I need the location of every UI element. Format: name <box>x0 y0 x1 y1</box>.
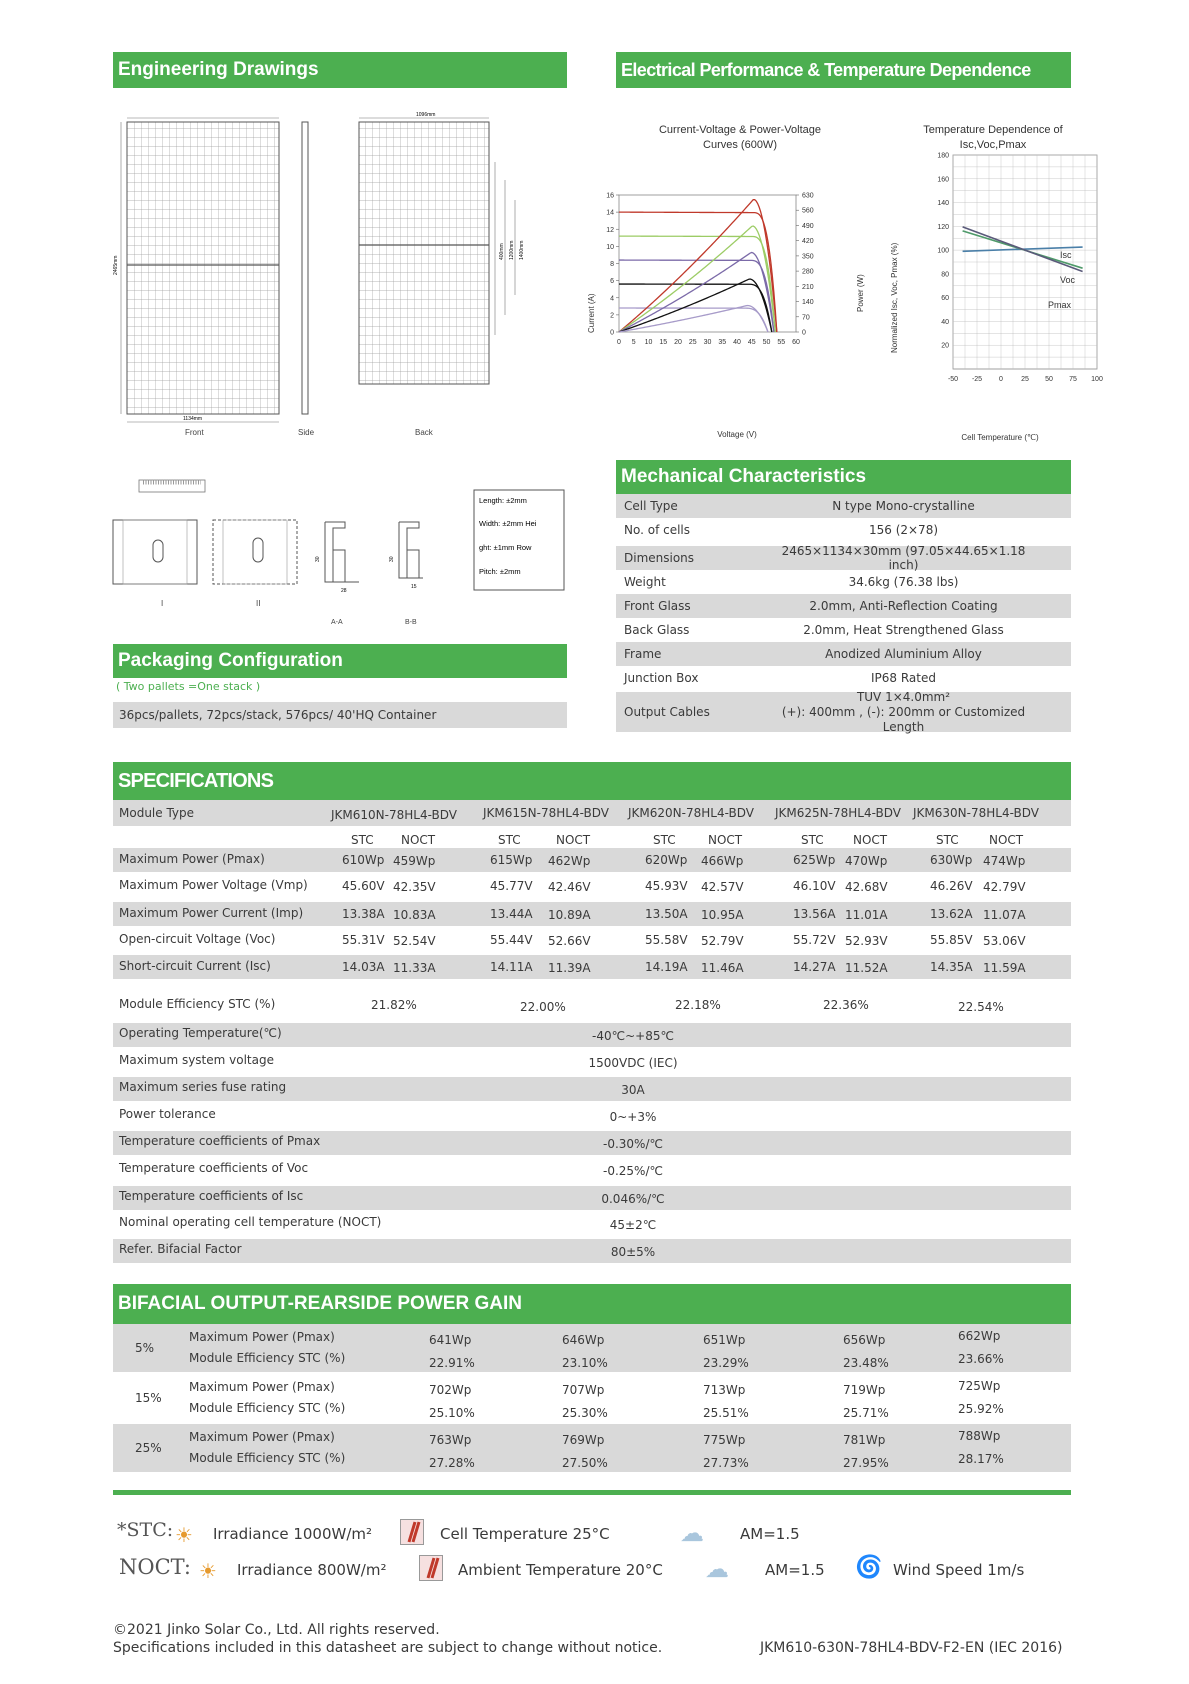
spec-value: 42.79V <box>983 880 1026 894</box>
bifacial-efficiency: 23.48% <box>843 1356 889 1370</box>
side-label: Side <box>298 428 315 437</box>
spec-value: 46.10V <box>793 879 836 893</box>
bifacial-pmax: 646Wp <box>562 1333 605 1347</box>
spec-value: 11.46A <box>701 961 744 975</box>
common-spec-value: -40℃~+85℃ <box>592 1029 674 1043</box>
spec-value: 13.50A <box>645 907 688 921</box>
spec-row-label: Maximum Power (Pmax) <box>119 852 265 866</box>
temp-y-tick-label: 120 <box>937 223 949 231</box>
temp-x-tick-label: 0 <box>999 376 1003 383</box>
bifacial-efficiency: 23.29% <box>703 1356 749 1370</box>
iv-x-tick-label: 30 <box>703 339 712 346</box>
spec-value: 55.31V <box>342 933 385 947</box>
spec-value: 14.19A <box>645 960 688 974</box>
bifacial-pmax: 725Wp <box>958 1379 1001 1393</box>
bifacial-pmax: 713Wp <box>703 1383 746 1397</box>
spec-value: 45.60V <box>342 879 385 893</box>
bifacial-pmax-label: Maximum Power (Pmax) <box>189 1430 335 1444</box>
iv-y2-tick-label: 0 <box>802 329 806 337</box>
dim-1200-label: 1200mm <box>509 240 515 260</box>
bifacial-gain: 25% <box>135 1441 162 1455</box>
bifacial-pmax: 769Wp <box>562 1433 605 1447</box>
pv-curve <box>619 305 768 332</box>
model-4: JKM625N-78HL4-BDV <box>775 806 901 820</box>
iv-y2-tick-label: 630 <box>802 192 814 200</box>
noct-ambient-temperature: Ambient Temperature 20°C <box>458 1561 663 1579</box>
svg-text:30: 30 <box>389 556 395 562</box>
cloud-icon: ☁ <box>705 1555 729 1583</box>
section-bb-label: B-B <box>405 619 417 626</box>
section-aa-label: A-A <box>331 619 343 626</box>
electrical-performance-header: Electrical Performance & Temperature Dependence <box>616 52 1071 88</box>
bifacial-pmax-label: Maximum Power (Pmax) <box>189 1380 335 1394</box>
spec-value: 42.46V <box>548 880 591 894</box>
common-spec-value: -0.30%/℃ <box>603 1137 663 1151</box>
temperature-dependence-chart <box>890 118 1103 448</box>
stc-col-3: STC <box>653 833 676 847</box>
specifications-header: SPECIFICATIONS <box>113 762 1071 800</box>
bifacial-pmax: 707Wp <box>562 1383 605 1397</box>
model-1: JKM610N-78HL4-BDV <box>331 808 457 822</box>
bifacial-pmax: 662Wp <box>958 1329 1001 1343</box>
mechanical-header: Mechanical Characteristics <box>616 460 1071 494</box>
iv-chart-title-line1: Current-Voltage & Power-Voltage <box>658 124 822 136</box>
dim-top-label: 1096mm <box>416 112 436 118</box>
temp-x-tick-label: 100 <box>1091 376 1103 383</box>
temp-x-tick-label: -25 <box>971 376 983 383</box>
spec-row-label: Short-circuit Current (Isc) <box>119 959 271 973</box>
footer-code: JKM610-630N-78HL4-BDV-F2-EN (IEC 2016) <box>760 1640 1063 1656</box>
bifacial-efficiency: 23.10% <box>562 1356 608 1370</box>
pv-curve <box>619 200 777 332</box>
common-spec-value: 45±2℃ <box>609 1218 657 1232</box>
thermometer-icon <box>419 1555 443 1581</box>
spec-value: 46.26V <box>930 879 973 893</box>
spec-value: 55.58V <box>645 933 688 947</box>
common-spec-value: 0.046%/℃ <box>601 1192 665 1206</box>
bifacial-efficiency: 28.17% <box>958 1452 1004 1466</box>
section-bb-drawing <box>389 522 423 626</box>
mechanical-row: No. of cells 156 (2×78) <box>624 523 939 537</box>
bifacial-pmax: 702Wp <box>429 1383 472 1397</box>
spec-row-label: Maximum Power Current (Imp) <box>119 906 304 920</box>
spec-value: 615Wp <box>490 853 533 867</box>
bifacial-eff-label: Module Efficiency STC (%) <box>189 1351 346 1365</box>
iv-pv-chart <box>580 118 870 448</box>
cloud-icon: ☁ <box>680 1519 704 1547</box>
spec-value: 14.03A <box>342 960 385 974</box>
efficiency-label: Module Efficiency STC (%) <box>119 997 276 1011</box>
stc-col-5: STC <box>936 833 959 847</box>
temp-chart-title-line2: Isc,Voc,Pmax <box>959 139 1027 151</box>
mechanical-table <box>616 494 1071 732</box>
bifacial-pmax-label: Maximum Power (Pmax) <box>189 1330 335 1344</box>
temp-y-tick-label: 160 <box>937 176 949 184</box>
common-spec-label: Operating Temperature(℃) <box>119 1026 282 1040</box>
iv-y-tick-label: 16 <box>606 192 614 200</box>
detail-i-drawing <box>113 520 197 608</box>
sun-icon: ☀ <box>175 1523 193 1547</box>
svg-text:Pitch: ±2mm: Pitch: ±2mm <box>479 567 521 576</box>
common-spec-value: 1500VDC (IEC) <box>588 1056 678 1070</box>
iv-x-tick-label: 25 <box>688 339 697 346</box>
noct-irradiance: Irradiance 800W/m² <box>237 1561 387 1579</box>
iv-y2-tick-label: 350 <box>802 253 814 261</box>
spec-value: 13.62A <box>930 907 973 921</box>
common-spec-label: Power tolerance <box>119 1107 216 1121</box>
stc-label: *STC: <box>117 1519 174 1541</box>
model-2: JKM615N-78HL4-BDV <box>483 806 609 820</box>
noct-col-5: NOCT <box>989 833 1024 847</box>
spec-value: 11.01A <box>845 908 888 922</box>
bifacial-efficiency: 25.71% <box>843 1406 889 1420</box>
side-drawing <box>298 122 315 437</box>
spec-value: 13.44A <box>490 907 533 921</box>
stc-irradiance: Irradiance 1000W/m² <box>213 1525 373 1543</box>
spec-value: 55.85V <box>930 933 973 947</box>
iv-y2-tick-label: 70 <box>802 314 810 322</box>
spec-value: 474Wp <box>983 854 1026 868</box>
stc-col-4: STC <box>801 833 824 847</box>
svg-text:ght: ±1mm Row: ght: ±1mm Row <box>479 543 532 552</box>
footer-copyright: ©2021 Jinko Solar Co., Ltd. All rights reserved. <box>113 1622 440 1638</box>
spec-value: 10.95A <box>701 908 744 922</box>
iv-x-tick-label: 60 <box>792 339 800 346</box>
common-spec-label: Temperature coefficients of Voc <box>119 1161 309 1175</box>
spec-value: 13.56A <box>793 907 836 921</box>
iv-curve <box>619 260 774 332</box>
module-type-label: Module Type <box>119 806 195 820</box>
legend-voc: Voc <box>1060 275 1076 285</box>
bifacial-efficiency: 25.92% <box>958 1402 1004 1416</box>
spec-value: 14.35A <box>930 960 973 974</box>
bifacial-efficiency: 22.91% <box>429 1356 475 1370</box>
packaging-value: 36pcs/pallets, 72pcs/stack, 576pcs/ 40'HQ Container <box>113 702 567 728</box>
spec-value: 42.68V <box>845 880 888 894</box>
temp-x-tick-label: 25 <box>1021 376 1029 383</box>
spec-value: 42.35V <box>393 880 436 894</box>
temp-y-tick-label: 40 <box>941 318 949 326</box>
spec-value: 625Wp <box>793 853 836 867</box>
iv-x-tick-label: 15 <box>659 339 668 346</box>
svg-text:Width: ±2mm Hei: Width: ±2mm Hei <box>479 519 537 528</box>
legend-pmax: Pmax <box>1048 300 1072 310</box>
noct-col-4: NOCT <box>853 833 888 847</box>
bifacial-gain: 15% <box>135 1391 162 1405</box>
iv-y2-tick-label: 490 <box>802 222 814 230</box>
efficiency-5: 22.54% <box>958 1000 1004 1014</box>
bifacial-pmax: 763Wp <box>429 1433 472 1447</box>
spec-value: 10.89A <box>548 908 591 922</box>
iv-y-tick-label: 10 <box>606 243 614 251</box>
common-spec-label: Nominal operating cell temperature (NOCT) <box>119 1215 382 1229</box>
footer-notice: Specifications included in this datasheet are subject to change without notice. <box>113 1640 663 1656</box>
temp-y-axis-label: Normalized Isc, Voc, Pmax (%) <box>890 242 899 353</box>
model-3: JKM620N-78HL4-BDV <box>628 806 754 820</box>
dim-height-label: 2465mm <box>113 255 119 275</box>
back-label: Back <box>415 428 433 437</box>
bifacial-pmax: 788Wp <box>958 1429 1001 1443</box>
noct-col-3: NOCT <box>708 833 743 847</box>
spec-value: 45.93V <box>645 879 688 893</box>
iv-y2-tick-label: 140 <box>802 299 814 307</box>
temp-x-tick-label: -50 <box>947 376 959 383</box>
detail-i-label: I <box>161 599 164 608</box>
stc-am: AM=1.5 <box>740 1525 800 1543</box>
mechanical-row: Weight 34.6kg (76.38 lbs) <box>624 575 959 589</box>
iv-y2-tick-label: 210 <box>802 283 814 291</box>
svg-text:Length: ±2mm: Length: ±2mm <box>479 496 527 505</box>
iv-y2-tick-label: 420 <box>802 238 814 246</box>
bifacial-pmax: 775Wp <box>703 1433 746 1447</box>
temp-x-tick-label: 50 <box>1045 376 1053 383</box>
iv-curve <box>619 212 777 332</box>
iv-y-axis-label: Current (A) <box>587 293 596 333</box>
spec-value: 459Wp <box>393 854 436 868</box>
noct-am: AM=1.5 <box>765 1561 825 1579</box>
temp-y-tick-label: 180 <box>937 152 949 160</box>
stc-col-1: STC <box>351 833 374 847</box>
specifications-table <box>113 800 1071 1270</box>
iv-y2-tick-label: 560 <box>802 207 814 215</box>
mechanical-row: Output Cables TUV 1×4.0mm² (+): 400mm , (-): 200mm or Customized Length <box>616 692 1071 732</box>
bifacial-eff-label: Module Efficiency STC (%) <box>189 1451 346 1465</box>
bifacial-efficiency: 27.73% <box>703 1456 749 1470</box>
tolerance-box <box>474 490 564 590</box>
iv-x-tick-label: 0 <box>617 339 621 346</box>
spec-row-label: Maximum Power Voltage (Vmp) <box>119 878 308 892</box>
common-spec-label: Maximum series fuse rating <box>119 1080 287 1094</box>
efficiency-2: 22.00% <box>520 1000 566 1014</box>
temp-y-tick-label: 20 <box>941 342 949 350</box>
svg-text:30: 30 <box>315 556 321 562</box>
iv-y-tick-label: 0 <box>610 329 614 337</box>
bifacial-pmax: 781Wp <box>843 1433 886 1447</box>
spec-value: 10.83A <box>393 908 436 922</box>
common-spec-value: 0~+3% <box>609 1110 657 1124</box>
mechanical-row: Junction Box IP68 Rated <box>624 671 936 685</box>
bifacial-eff-label: Module Efficiency STC (%) <box>189 1401 346 1415</box>
dim-bottom-label: 1134mm <box>183 416 203 422</box>
spec-value: 14.27A <box>793 960 836 974</box>
iv-x-tick-label: 50 <box>762 339 771 346</box>
common-spec-value: -0.25%/℃ <box>603 1164 663 1178</box>
bifacial-header: BIFACIAL OUTPUT-REARSIDE POWER GAIN <box>113 1284 1071 1324</box>
dim-400-label: 400mm <box>499 243 505 260</box>
bifacial-efficiency: 27.50% <box>562 1456 608 1470</box>
detail-ii-label: II <box>256 599 261 608</box>
iv-chart-title-line2: Curves (600W) <box>703 139 777 151</box>
temp-x-axis-label: Cell Temperature (℃) <box>961 433 1039 442</box>
spec-value: 630Wp <box>930 853 973 867</box>
bifacial-pmax: 641Wp <box>429 1333 472 1347</box>
stc-cell-temperature: Cell Temperature 25°C <box>440 1525 610 1543</box>
svg-text:28: 28 <box>341 588 347 594</box>
iv-x-tick-label: 35 <box>718 339 727 346</box>
spec-value: 11.07A <box>983 908 1026 922</box>
spec-value: 11.59A <box>983 961 1026 975</box>
iv-x-tick-label: 55 <box>777 339 786 346</box>
efficiency-3: 22.18% <box>675 998 721 1012</box>
test-conditions <box>113 1515 1071 1605</box>
pv-curve <box>619 252 774 332</box>
bifacial-efficiency: 25.10% <box>429 1406 475 1420</box>
bifacial-efficiency: 27.95% <box>843 1456 889 1470</box>
temp-chart-title-line1: Temperature Dependence of <box>923 124 1063 136</box>
temp-y-tick-label: 60 <box>941 295 949 303</box>
bifacial-gain: 5% <box>135 1341 155 1355</box>
spec-value: 462Wp <box>548 854 591 868</box>
mechanical-row: Back Glass 2.0mm, Heat Strengthened Glass <box>624 623 1004 637</box>
bifacial-table <box>113 1324 1071 1479</box>
model-5: JKM630N-78HL4-BDV <box>913 806 1039 820</box>
bifacial-pmax: 651Wp <box>703 1333 746 1347</box>
noct-col-1: NOCT <box>401 833 436 847</box>
spec-value: 620Wp <box>645 853 688 867</box>
mechanical-row: Front Glass 2.0mm, Anti-Reflection Coating <box>616 594 1071 618</box>
mechanical-row: Cell Type N type Mono-crystalline <box>616 494 1071 518</box>
packaging-note: ( Two pallets =One stack ) <box>116 680 261 693</box>
noct-col-2: NOCT <box>556 833 591 847</box>
legend-isc: Isc <box>1060 250 1072 260</box>
bifacial-efficiency: 23.66% <box>958 1352 1004 1366</box>
spec-value: 14.11A <box>490 960 533 974</box>
iv-x-tick-label: 5 <box>631 339 636 346</box>
stc-col-2: STC <box>498 833 521 847</box>
spec-value: 53.06V <box>983 934 1026 948</box>
iv-x-axis-label: Voltage (V) <box>717 430 757 439</box>
iv-x-tick-label: 10 <box>644 339 653 346</box>
detail-ii-drawing <box>213 520 297 608</box>
thermometer-icon <box>400 1519 424 1545</box>
iv-y-tick-label: 14 <box>606 209 614 217</box>
common-spec-label: Maximum system voltage <box>119 1053 274 1067</box>
common-spec-label: Temperature coefficients of Pmax <box>119 1134 321 1148</box>
iv-y-tick-label: 8 <box>610 261 614 268</box>
spec-value: 13.38A <box>342 907 385 921</box>
spec-value: 470Wp <box>845 854 888 868</box>
spec-value: 52.79V <box>701 934 744 948</box>
engineering-drawings-header: Engineering Drawings <box>113 52 567 88</box>
mechanical-row: Dimensions 2465×1134×30mm (97.05×44.65×1.18 inch) <box>616 546 1071 570</box>
temp-x-tick-label: 75 <box>1069 376 1077 383</box>
spec-value: 466Wp <box>701 854 744 868</box>
front-label: Front <box>185 428 204 437</box>
svg-text:15: 15 <box>411 584 417 590</box>
common-spec-value: 30A <box>621 1083 645 1097</box>
spec-value: 610Wp <box>342 853 385 867</box>
common-spec-value: 80±5% <box>610 1245 656 1259</box>
bifacial-pmax: 656Wp <box>843 1333 886 1347</box>
iv-x-tick-label: 40 <box>733 339 741 346</box>
spec-value: 11.33A <box>393 961 436 975</box>
spec-value: 52.66V <box>548 934 591 948</box>
spec-value: 11.52A <box>845 961 888 975</box>
common-spec-label: Temperature coefficients of Isc <box>119 1189 304 1203</box>
noct-wind-speed: Wind Speed 1m/s <box>893 1561 1025 1579</box>
spec-value: 42.57V <box>701 880 744 894</box>
mechanical-row: Frame Anodized Aluminium Alloy <box>616 642 1071 666</box>
iv-x-tick-label: 45 <box>747 339 756 346</box>
common-spec-label: Refer. Bifacial Factor <box>119 1242 242 1256</box>
spec-value: 45.77V <box>490 879 533 893</box>
iv-y2-tick-label: 280 <box>802 268 814 276</box>
engineering-drawings <box>113 110 567 630</box>
dim-1400-label: 1400mm <box>519 240 525 260</box>
efficiency-4: 22.36% <box>823 998 869 1012</box>
iv-y2-axis-label: Power (W) <box>856 274 865 312</box>
iv-y-tick-label: 12 <box>606 226 614 234</box>
bifacial-efficiency: 27.28% <box>429 1456 475 1470</box>
spec-value: 55.72V <box>793 933 836 947</box>
spec-row-label: Open-circuit Voltage (Voc) <box>119 932 276 946</box>
spec-value: 11.39A <box>548 961 591 975</box>
efficiency-1: 21.82% <box>371 998 417 1012</box>
spec-value: 52.93V <box>845 934 888 948</box>
section-aa-drawing <box>315 522 359 626</box>
temp-y-tick-label: 80 <box>941 271 949 279</box>
temp-y-tick-label: 140 <box>937 200 949 208</box>
packaging-header: Packaging Configuration <box>113 644 567 678</box>
iv-x-tick-label: 20 <box>674 339 682 346</box>
iv-y-tick-label: 6 <box>610 278 614 286</box>
temp-y-tick-label: 100 <box>937 247 949 255</box>
wind-icon: 🌀 <box>855 1555 883 1580</box>
bifacial-efficiency: 25.51% <box>703 1406 749 1420</box>
noct-label: NOCT: <box>119 1555 191 1579</box>
bifacial-efficiency: 25.30% <box>562 1406 608 1420</box>
iv-y-tick-label: 4 <box>610 295 614 303</box>
spec-value: 52.54V <box>393 934 436 948</box>
iv-y-tick-label: 2 <box>610 312 614 320</box>
spec-value: 55.44V <box>490 933 533 947</box>
sun-icon: ☀ <box>199 1559 217 1583</box>
green-divider <box>113 1490 1071 1495</box>
bifacial-pmax: 719Wp <box>843 1383 886 1397</box>
front-panel-drawing <box>113 118 279 437</box>
back-panel-drawing <box>359 112 525 437</box>
